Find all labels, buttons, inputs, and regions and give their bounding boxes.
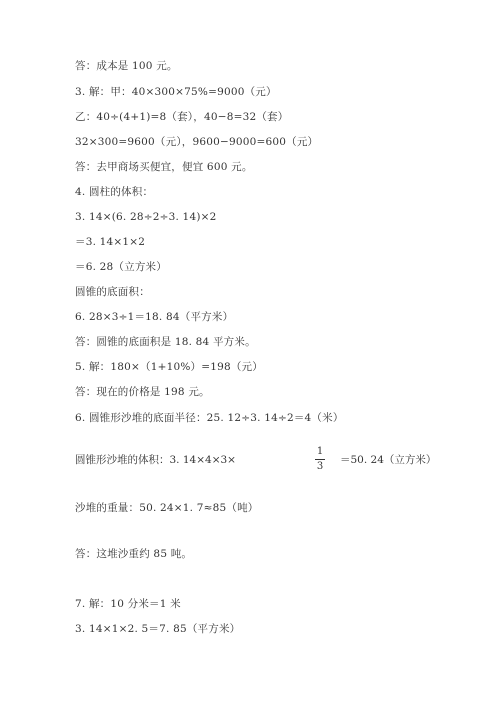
q4-calc-line-2: ＝3. 14×1×2 <box>75 236 146 248</box>
q4-answer-line: 答：圆锥的底面积是 18. 84 平方米。 <box>75 336 256 348</box>
q4-heading-line: 4. 圆柱的体积： <box>75 186 154 198</box>
q5-answer-line: 答：现在的价格是 198 元。 <box>75 386 210 398</box>
q6-volume-line <box>75 446 437 472</box>
q6-volume-expression: 圆锥形沙堆的体积：3. 14×4×3× <box>75 454 236 466</box>
q6-volume-result: ＝50. 24（立方米） <box>340 454 437 466</box>
q4-cone-base-calc: 6. 28×3÷1＝18. 84（平方米） <box>75 311 234 323</box>
q6-answer-line: 答：这堆沙重约 85 吨。 <box>75 548 193 560</box>
q4-calc-line-3: ＝6. 28（立方米） <box>75 261 167 273</box>
q3-solution-line-3: 32×300=9600（元），9600−9000=600（元） <box>75 136 319 148</box>
q6-weight-line: 沙堆的重量：50. 24×1. 7≈85（吨） <box>75 502 259 514</box>
q3-solution-line-2: 乙：40÷(4+1)=8（套），40−8=32（套） <box>75 111 289 123</box>
one-third-fraction <box>315 446 325 473</box>
q5-solution-line: 5. 解：180×（1+10%）=198（元） <box>75 361 263 373</box>
q6-radius-line: 6. 圆锥形沙堆的底面半径：25. 12÷3. 14÷2＝4（米） <box>75 412 344 424</box>
q4-calc-line-1: 3. 14×(6. 28÷2÷3. 14)×2 <box>75 211 217 223</box>
q7-calc-line: 3. 14×1×2. 5＝7. 85（平方米） <box>75 623 241 635</box>
fraction-numerator: 1 <box>316 446 324 457</box>
q4-cone-base-heading: 圆锥的底面积： <box>75 286 150 298</box>
fraction-bar <box>315 459 325 460</box>
answer-cost-line: 答：成本是 100 元。 <box>75 60 178 72</box>
q3-answer-line: 答：去甲商场买便宜，便宜 600 元。 <box>75 161 253 173</box>
fraction-denominator: 3 <box>316 461 324 472</box>
q7-solution-line: 7. 解：10 分米＝1 米 <box>75 598 181 610</box>
q3-solution-line-1: 3. 解：甲：40×300×75%=9000（元） <box>75 86 277 98</box>
